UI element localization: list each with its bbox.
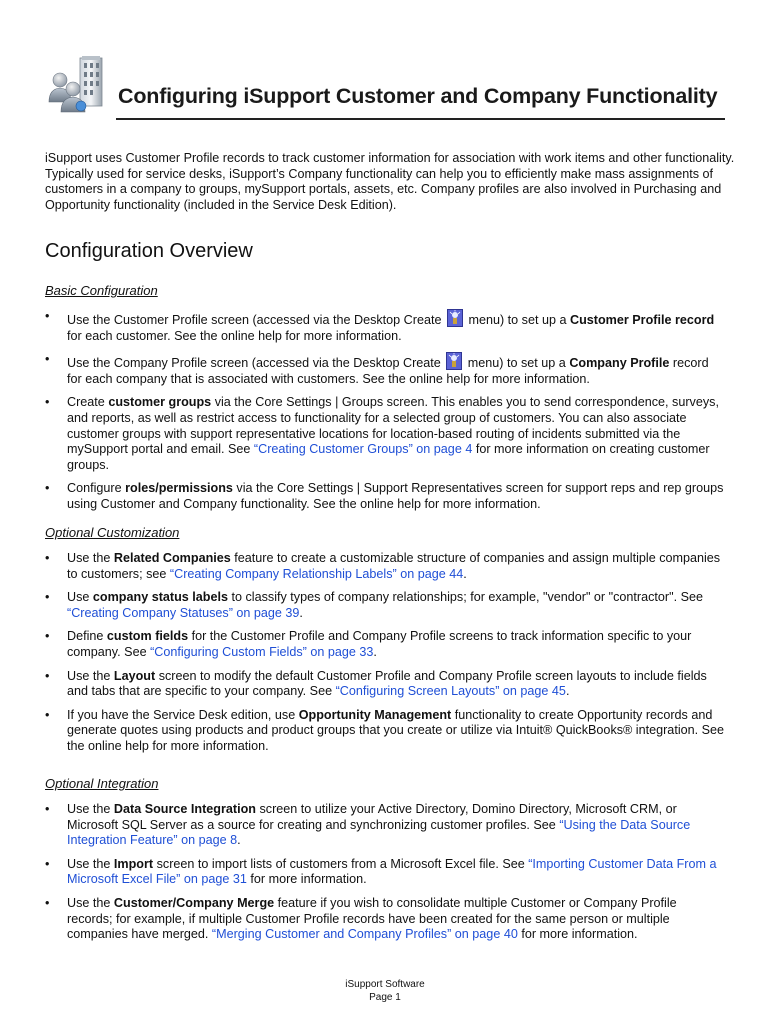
list-item: • Use company status labels to classify types of company relationships; for example, "vendor" or "contractor". See “Creating Company Statuses” on page 39. bbox=[45, 590, 703, 620]
list-item: • Create customer groups via the Core Settings | Groups screen. This enables you to send correspondence, surveys, and reports, as well as restrict access to functionality for a selected group of customers. You can also associate customer groups with support representative locations for location-based routing of incidents submitted via the mySupport portal and email. See “Creating Customer Groups” on page 4 for more information on creating customer groups. bbox=[45, 395, 719, 472]
bullet: • bbox=[45, 895, 50, 910]
bullet: • bbox=[45, 481, 50, 496]
footer-company: iSupport Software bbox=[345, 979, 425, 990]
subheading-optional-customization: Optional Customization bbox=[45, 525, 180, 540]
bullet: • bbox=[45, 629, 50, 644]
desktop-create-menu-icon bbox=[447, 309, 463, 327]
intro-paragraph: iSupport uses Customer Profile records to track customer information for association with work items and other functionality. Typically used for service desks, iSupport’s Company functionality can help you to efficiently make mass assignments of customers in a company to groups, mySupport portals, assets, etc. Company profiles are also involved in Purchasing and Opportunity functionality (included in the Service Desk Edition). bbox=[45, 151, 735, 212]
optional-customization-list bbox=[45, 551, 725, 763]
cross-reference-link[interactable]: “Creating Company Relationship Labels” on page 44 bbox=[169, 566, 464, 581]
cross-reference-link[interactable]: “Configuring Screen Layouts” on page 45 bbox=[335, 684, 566, 699]
page-title: Configuring iSupport Customer and Company Functionality bbox=[118, 84, 718, 108]
list-item: • Use the Import screen to import lists of customers from a Microsoft Excel file. See “Importing Customer Data From a Microsoft Excel File” on page 31 for more information. bbox=[45, 856, 717, 887]
section-heading-overview: Configuration Overview bbox=[45, 240, 253, 262]
desktop-create-menu-icon bbox=[446, 352, 462, 370]
cross-reference-link[interactable]: “Creating Company Statuses” on page 39 bbox=[67, 605, 300, 620]
list-item: • Use the Related Companies feature to create a customizable structure of companies and assign multiple companies to customers; see “Creating Company Relationship Labels” on page 44. bbox=[45, 551, 721, 581]
list-item: • Use the Customer/Company Merge feature if you wish to consolidate multiple Customer or Company Profile records; for example, if multiple Customer Profile records have been created for the same person or multiple companies have merged. “Merging Customer and Company Profiles” on page 40 for more information. bbox=[45, 895, 677, 942]
cross-reference-link[interactable]: “Using the Data Source Integration Feature” on page 8 bbox=[67, 817, 691, 848]
list-item: • Use the Company Profile screen (accessed via the Desktop Create menu) to set up a Company Profile record for each company that is associated with customers. See the online help for more information. bbox=[45, 352, 709, 386]
cross-reference-link[interactable]: “Importing Customer Data From a Microsoft Excel File” on page 31 bbox=[67, 856, 717, 887]
cross-reference-link[interactable]: “Merging Customer and Company Profiles” on page 40 bbox=[211, 927, 518, 942]
bullet: • bbox=[45, 309, 50, 323]
subheading-basic-configuration: Basic Configuration bbox=[45, 283, 158, 298]
customer-company-icon bbox=[46, 54, 112, 114]
list-item: • Use the Customer Profile screen (accessed via the Desktop Create menu) to set up a Customer Profile record for each customer. See the online help for more information. bbox=[45, 309, 715, 343]
optional-integration-list bbox=[45, 802, 725, 951]
bullet: • bbox=[45, 707, 50, 722]
cross-reference-link[interactable]: “Creating Customer Groups” on page 4 bbox=[253, 442, 473, 457]
title-underline bbox=[116, 118, 725, 120]
bullet: • bbox=[45, 668, 50, 683]
bullet: • bbox=[45, 352, 50, 367]
list-item: • Configure roles/permissions via the Core Settings | Support Representatives screen for support reps and rep groups using Customer and Company functionality. See the online help for more information. bbox=[45, 481, 724, 511]
list-item: • Use the Layout screen to modify the default Customer Profile and Company Profile screen layouts to include fields and tabs that are specific to your company. See “Configuring Screen Layouts” on page 45. bbox=[45, 668, 707, 699]
bullet: • bbox=[45, 856, 50, 871]
bullet: • bbox=[45, 551, 50, 565]
page-footer bbox=[0, 978, 770, 1004]
list-item: • If you have the Service Desk edition, use Opportunity Management functionality to create Opportunity records and generate quotes using products and product groups that you create or utilize via Intuit® QuickBooks® integration. See the online help for more information. bbox=[45, 707, 725, 753]
list-item: • Use the Data Source Integration screen to utilize your Active Directory, Domino Directory, Microsoft CRM, or Microsoft SQL Server as a source for creating and synchronizing customer profiles. See “Using the Data Source Integration Feature” on page 8. bbox=[45, 802, 691, 848]
cross-reference-link[interactable]: “Configuring Custom Fields” on page 33 bbox=[150, 644, 374, 659]
basic-configuration-list bbox=[45, 309, 725, 521]
bullet: • bbox=[45, 395, 50, 410]
footer-page-number: Page 1 bbox=[369, 992, 401, 1003]
bullet: • bbox=[45, 802, 50, 816]
list-item: • Define custom fields for the Customer Profile and Company Profile screens to track information specific to your company. See “Configuring Custom Fields” on page 33. bbox=[45, 629, 692, 659]
subheading-optional-integration: Optional Integration bbox=[45, 776, 159, 791]
bullet: • bbox=[45, 590, 50, 605]
